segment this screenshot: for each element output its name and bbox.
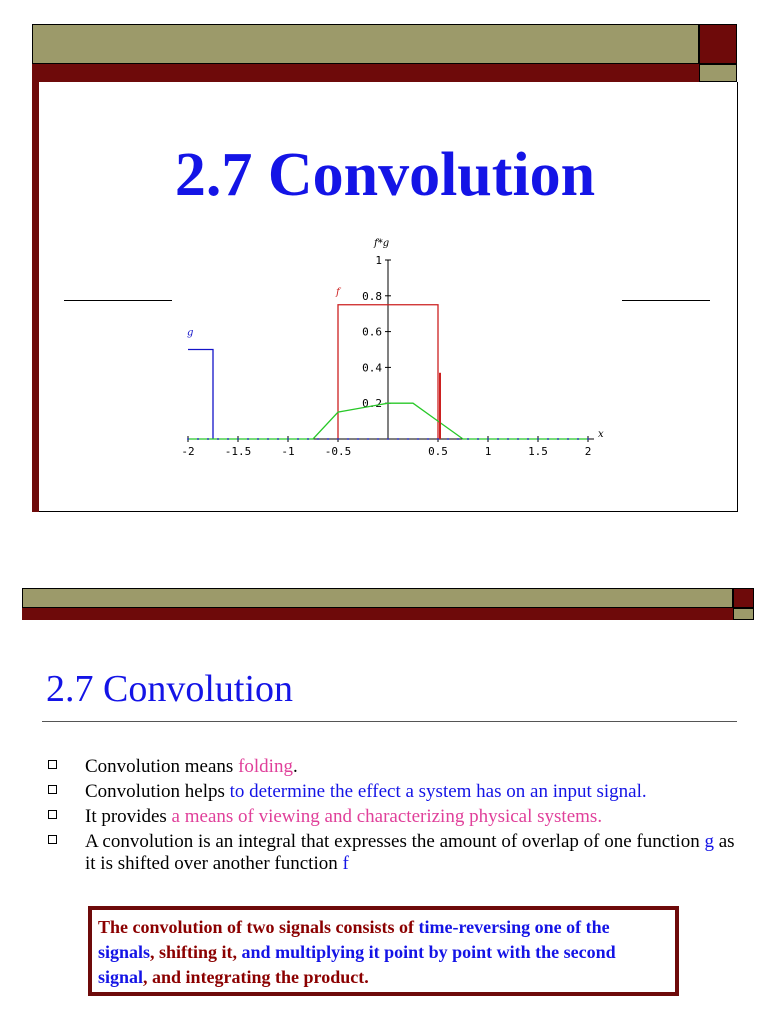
callout-text-run: , and integrating the product. bbox=[143, 967, 369, 987]
series-label: f bbox=[336, 286, 340, 298]
baseline-dot bbox=[507, 438, 509, 440]
x-tick-label: 1.5 bbox=[528, 445, 548, 458]
header-band-maroon bbox=[22, 608, 733, 620]
baseline-dot bbox=[307, 438, 309, 440]
header-band-maroon bbox=[32, 64, 699, 82]
x-axis-title: x bbox=[598, 429, 604, 440]
bullet-square-icon bbox=[48, 810, 57, 819]
callout-text-run: The convolution of two signals consists of bbox=[98, 917, 419, 937]
bullet-square-icon bbox=[48, 835, 57, 844]
slide-title: 2.7 Convolution bbox=[46, 668, 294, 710]
y-tick-label: 1 bbox=[375, 254, 382, 267]
baseline-dot bbox=[527, 438, 529, 440]
baseline-dot bbox=[587, 438, 589, 440]
header-square-maroon bbox=[699, 24, 737, 64]
bullet-item bbox=[44, 756, 744, 778]
header-bar-olive bbox=[22, 588, 733, 608]
bullet-square-icon bbox=[48, 760, 57, 769]
header-square-olive bbox=[733, 608, 754, 620]
baseline-dot bbox=[447, 438, 449, 440]
baseline-dot bbox=[267, 438, 269, 440]
baseline-dot bbox=[457, 438, 459, 440]
header-bar-olive bbox=[32, 24, 699, 64]
baseline-dot bbox=[317, 438, 319, 440]
decorative-rule-left bbox=[64, 300, 172, 301]
bullet-item bbox=[44, 781, 744, 803]
baseline-dot bbox=[557, 438, 559, 440]
x-tick-label: -0.5 bbox=[324, 445, 352, 458]
slide-title: 2.7 Convolution bbox=[174, 141, 596, 209]
bullet-text-run: f bbox=[342, 853, 349, 874]
y-tick-label: 0.4 bbox=[362, 361, 382, 375]
x-tick-label: -2 bbox=[181, 445, 195, 458]
baseline-dot bbox=[187, 438, 189, 440]
baseline-dot bbox=[277, 438, 279, 440]
bullet-text-run: . bbox=[292, 756, 298, 777]
bullet-text-run: folding bbox=[238, 756, 293, 777]
convolution-chart bbox=[180, 236, 620, 466]
series-label: g bbox=[187, 327, 194, 339]
baseline-dot bbox=[227, 438, 229, 440]
series-line bbox=[188, 350, 213, 440]
bullet-text-run: Convolution means bbox=[85, 756, 239, 777]
baseline-dot bbox=[497, 438, 499, 440]
baseline-dot bbox=[467, 438, 469, 440]
baseline-dot bbox=[247, 438, 249, 440]
baseline-dot bbox=[517, 438, 519, 440]
baseline-dot bbox=[427, 438, 429, 440]
baseline-dot bbox=[347, 438, 349, 440]
definition-callout bbox=[88, 906, 679, 996]
baseline-dot bbox=[567, 438, 569, 440]
baseline-dot bbox=[357, 438, 359, 440]
y-tick-label: 0.8 bbox=[362, 289, 382, 303]
title-underline bbox=[42, 721, 737, 722]
baseline-dot bbox=[377, 438, 379, 440]
header-square-maroon bbox=[733, 588, 754, 608]
baseline-dot bbox=[397, 438, 399, 440]
x-tick-label: -1.5 bbox=[224, 445, 252, 458]
baseline-dot bbox=[387, 438, 389, 440]
callout-text-run: time-reversing one of the signals bbox=[98, 917, 610, 962]
bullet-text-run: Convolution helps bbox=[85, 781, 230, 802]
x-tick-label: 2 bbox=[584, 445, 592, 458]
slide-2 bbox=[22, 588, 754, 1024]
bullet-square-icon bbox=[48, 785, 57, 794]
baseline-dot bbox=[287, 438, 289, 440]
decorative-rule-right bbox=[622, 300, 710, 301]
bullet-text-run: to determine the effect a system has on an input signal. bbox=[229, 781, 647, 802]
baseline-dot bbox=[407, 438, 409, 440]
baseline-dot bbox=[297, 438, 299, 440]
y-tick-label: 0.6 bbox=[362, 325, 382, 339]
baseline-dot bbox=[417, 438, 419, 440]
bullet-text-run: It provides bbox=[85, 806, 172, 827]
callout-text-run: , shifting it, bbox=[150, 942, 242, 962]
baseline-dot bbox=[367, 438, 369, 440]
bullet-list bbox=[44, 756, 744, 878]
y-tick-label: 0.2 bbox=[362, 397, 382, 411]
header-square-olive bbox=[699, 64, 737, 82]
chart-svg bbox=[180, 236, 620, 466]
bullet-item bbox=[44, 806, 744, 828]
baseline-dot bbox=[537, 438, 539, 440]
baseline-dot bbox=[217, 438, 219, 440]
baseline-dot bbox=[327, 438, 329, 440]
baseline-dot bbox=[197, 438, 199, 440]
bullet-text-run: as it is shifted over another function bbox=[85, 831, 735, 874]
baseline-dot bbox=[477, 438, 479, 440]
baseline-dot bbox=[577, 438, 579, 440]
bullet-text-run: g bbox=[704, 831, 714, 852]
x-tick-label: 1 bbox=[484, 445, 492, 458]
bullet-text-run: A convolution is an integral that expresses the amount of overlap of one function bbox=[85, 831, 705, 852]
baseline-dot bbox=[437, 438, 439, 440]
baseline-dot bbox=[237, 438, 239, 440]
baseline-dot bbox=[257, 438, 259, 440]
x-tick-label: 0.5 bbox=[428, 445, 448, 458]
baseline-dot bbox=[207, 438, 209, 440]
baseline-dot bbox=[337, 438, 339, 440]
y-axis-title: f*g bbox=[374, 238, 390, 249]
baseline-dot bbox=[487, 438, 489, 440]
bullet-text-run: a means of viewing and characterizing physical systems. bbox=[171, 806, 603, 827]
bullet-item bbox=[44, 831, 744, 875]
baseline-dot bbox=[547, 438, 549, 440]
callout-text-run: and multiplying it point by point with the second signal bbox=[98, 942, 616, 987]
x-tick-label: -1 bbox=[281, 445, 295, 458]
